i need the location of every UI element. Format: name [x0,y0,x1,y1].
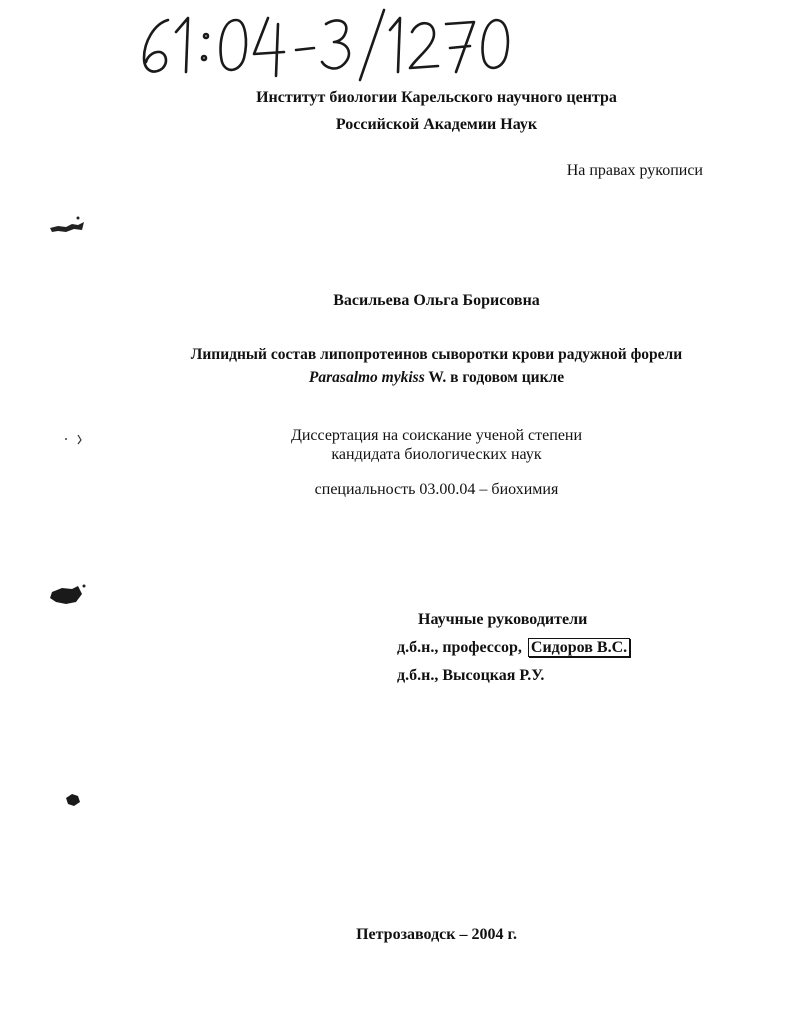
dissertation-title-line-1: Липидный состав липопротеинов сыворотки крови радужной форели [190,346,683,363]
handwritten-catalog-code [128,6,528,82]
supervisor-1-name: Сидоров В.С. [528,638,630,657]
species-name: Parasalmo mykiss [308,369,425,386]
supervisor-1 [397,639,630,657]
institution-line-2: Российской Академии Наук [335,116,538,133]
city-year: Петрозаводск – 2004 г. [356,926,517,943]
institution-line-1: Институт биологии Карельского научного центра [256,89,617,106]
degree-line-1: Диссертация на соискание ученой степени [290,427,583,444]
specialty-line: специальность 03.00.04 – биохимия [314,481,559,498]
author-name: Васильева Ольга Борисовна [333,292,540,309]
scan-speck-2 [48,580,90,610]
handwritten-code-drawing [128,6,528,82]
title-line-2-rest: W. в годовом цикле [424,369,565,386]
dissertation-title-line-2 [40,369,793,387]
supervisor-2: д.б.н., Высоцкая Р.У. [397,667,545,684]
degree-line-2: кандидата биологических наук [331,446,542,463]
supervisor-1-title: д.б.н., профессор, [397,639,522,656]
supervisors-heading: Научные руководители [418,611,588,628]
scan-speck-4 [62,432,86,446]
scan-speck-3 [62,790,84,810]
scan-speck-1 [48,212,88,238]
manuscript-rights-note: На правах рукописи [566,162,703,179]
